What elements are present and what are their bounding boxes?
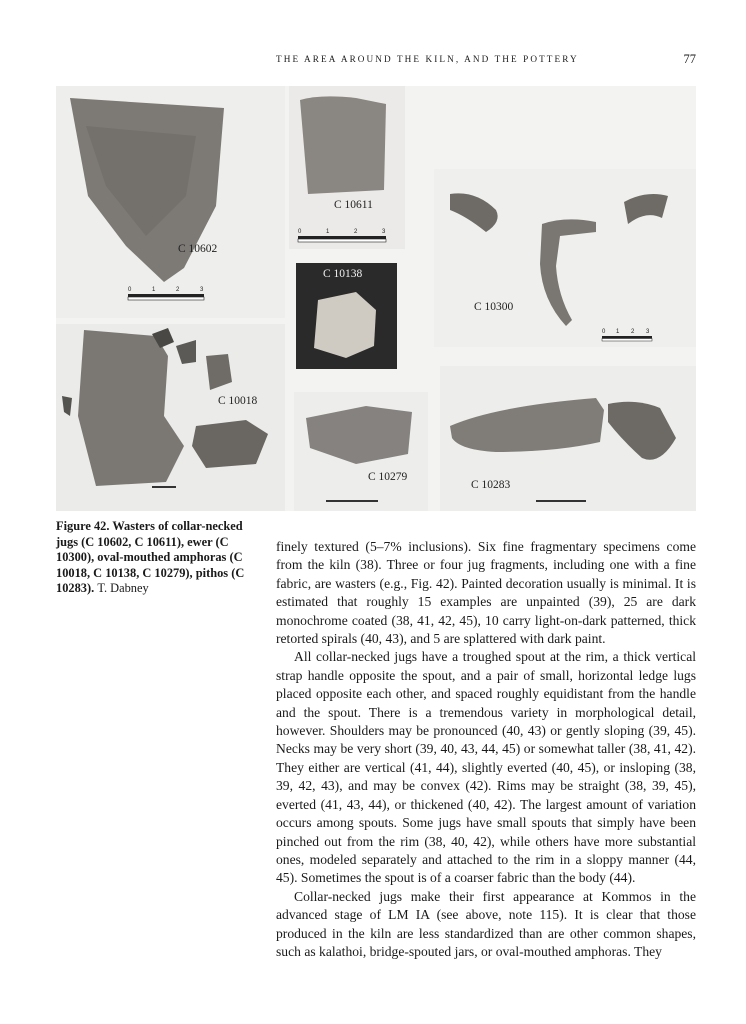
scale-tick: 2 [176,287,180,293]
figure-photographs [56,86,696,511]
paragraph: finely textured (5–7% inclusions). Six fine fragmentary specimens come from the kiln (38). Three or four jug fragments, including one with a fine fabric, are wasters (e.g., Fig. 42). Painted decoration usually is minimal. It is estimated that roughly 15 examples are unpainted (39), 25 are dark monochrome coated (38, 41, 42, 45), 10 carry light-on-dark patterned, thick retorted spirals (40, 43), and 5 are splattered with dark paint. [276,539,696,647]
page-number: 77 [683,52,696,66]
paragraph: All collar-necked jugs have a troughed spout at the rim, a thick vertical strap handle opposite the spout, and a pair of small, horizontal ledge lugs placed opposite each other, and spaced roughly equidistant from the handle and the spout. There is a tremendous variety in morphological detail, however. Shoulders may be pronounced (40, 43) or gently sloping (39, 45). Necks may be very short (39, 40, 43, 44, 45) or somewhat taller (38, 41, 42). They either are vertical (41, 44), slightly everted (40, 45), or insloping (38, 39, 42, 43), and may be convex (42). Rims may be straight (38, 39, 45), everted (41, 43, 44), or thickened (40, 42). The largest amount of variation occurs among spouts. Some jugs have small spouts that simply have been pinched out from the rim (38, 40, 42), while others have more substantial ones, modeled separately and attached to the rim in a sloppy manner (44, 45). Sometimes the spout is of a coarser fabric than the body (44). [276,649,696,886]
scale-tick: 0 [298,229,302,235]
figure-label-c10611: C 10611 [334,199,373,211]
body-text [276,538,696,961]
figure-label-c10602: C 10602 [178,243,218,255]
running-title: THE AREA AROUND THE KILN, AND THE POTTERY [276,54,579,64]
figure-label-c10279: C 10279 [368,471,408,483]
scale-tick: 1 [326,229,330,235]
paragraph: Collar-necked jugs make their first appearance at Kommos in the advanced stage of LM IA (see above, note 115). It is clear that those produced in the kiln are less standardized than are other common shapes, such as kalathoi, bridge-spouted jars, or oval-mouthed amphoras. They [276,888,696,959]
figure-label-c10300: C 10300 [474,301,514,313]
figure-label-c10283: C 10283 [471,479,511,491]
scale-tick: 2 [631,329,635,335]
caption-credit: T. Dabney [97,581,149,595]
figure-label-c10018: C 10018 [218,395,258,407]
figure-42 [56,86,696,511]
scale-tick: 3 [200,287,204,293]
scale-tick: 0 [602,329,606,335]
scale-tick: 3 [646,329,650,335]
scale-tick: 1 [616,329,620,335]
running-head [0,54,746,70]
figure-caption [56,519,256,597]
scale-bar-c10279 [326,500,378,502]
scale-tick: 0 [128,287,132,293]
scale-tick: 1 [152,287,156,293]
scale-tick: 3 [382,229,386,235]
scale-bar-c10283 [536,500,586,502]
sherd-c10138 [314,292,376,358]
scale-bar-c10018 [152,486,176,488]
scale-tick: 2 [354,229,358,235]
figure-label-c10138: C 10138 [323,268,363,280]
sherd-c10611 [300,96,386,194]
caption-text: Figure 42. Wasters of collar-necked jugs (C 10602, C 10611), ewer (C 10300), oval-mouthed amphoras (C 10018, C 10138, C 10279), pithos (C 10283). [56,519,245,595]
